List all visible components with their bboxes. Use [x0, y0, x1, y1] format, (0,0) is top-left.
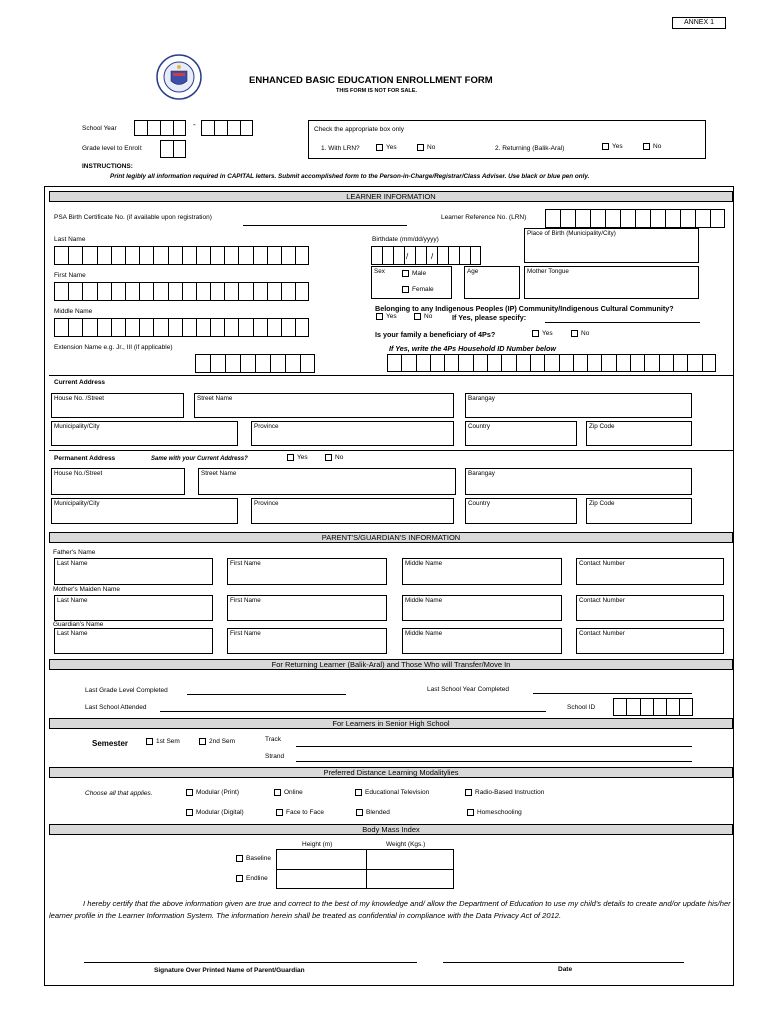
radio-label: Radio-Based Instruction	[475, 789, 545, 797]
ip-specify-input-line[interactable]	[545, 322, 700, 323]
with-lrn-no[interactable]	[417, 144, 435, 151]
current-municipality-field[interactable]	[51, 421, 238, 446]
weight-header: Weight (Kgs.)	[386, 841, 426, 848]
strand-label: Strand	[265, 753, 285, 760]
fourps-no-option[interactable]	[571, 330, 589, 337]
grade-level-input[interactable]	[160, 140, 186, 158]
last-name-input[interactable]	[54, 246, 309, 265]
same-address-no[interactable]	[325, 454, 343, 461]
first-sem-label: 1st Sem	[156, 738, 180, 746]
school-year-end-input[interactable]	[201, 120, 253, 136]
psa-label: PSA Birth Certificate No. (if available upon registration)	[54, 214, 212, 221]
extension-name-label: Extension Name e.g. Jr., III (if applicable)	[54, 344, 173, 351]
ip-yes-checkbox[interactable]	[376, 313, 383, 320]
current-province-field[interactable]	[251, 421, 454, 446]
date-label: Date	[558, 966, 573, 973]
ip-specify-label: If Yes, please specify:	[452, 313, 527, 322]
current-zip-field[interactable]	[586, 421, 692, 446]
permanent-house-no-field[interactable]	[51, 468, 185, 495]
age-label: Age	[467, 268, 479, 275]
no-label: No	[427, 144, 436, 152]
no-label: No	[581, 330, 590, 338]
online-option[interactable]	[274, 789, 303, 796]
endline-checkbox[interactable]	[236, 875, 243, 882]
modular-print-option[interactable]	[186, 789, 239, 796]
last-school-label: Last School Attended	[85, 704, 147, 711]
school-year-dash: -	[193, 120, 196, 129]
fourps-id-label: If Yes, write the 4Ps Household ID Number below	[389, 344, 556, 353]
middle-name-input[interactable]	[54, 318, 309, 337]
instructions-label: INSTRUCTIONS:	[82, 163, 133, 170]
yes-label: Yes	[386, 313, 397, 321]
father-first-name-field[interactable]	[227, 558, 387, 585]
bmi-section: Body Mass Index	[49, 824, 733, 835]
ip-no-option[interactable]	[414, 313, 432, 320]
barangay-label: Barangay	[468, 395, 495, 402]
f2f-checkbox[interactable]	[276, 809, 283, 816]
last-school-input-line[interactable]	[160, 711, 546, 712]
school-year-label: School Year	[82, 125, 117, 132]
permanent-zip-field[interactable]	[586, 498, 692, 524]
height-header: Height (m)	[302, 841, 333, 848]
fourps-id-input[interactable]	[387, 354, 716, 372]
zip-label: Zip Code	[589, 500, 615, 507]
extension-name-input[interactable]	[195, 354, 315, 373]
second-sem-label: 2nd Sem	[209, 738, 236, 746]
returning-label: 2. Returning (Balik-Aral)	[495, 145, 565, 152]
modular-print-checkbox[interactable]	[186, 789, 193, 796]
contact-number-label: Contact Number	[579, 630, 625, 637]
returning-yes[interactable]	[602, 143, 623, 150]
sex-female-option[interactable]	[402, 286, 434, 293]
blended-checkbox[interactable]	[356, 809, 363, 816]
yes-label: Yes	[297, 454, 308, 462]
semester-label: Semester	[92, 739, 129, 748]
current-address-label: Current Address	[54, 379, 106, 386]
municipality-label: Municipality/City	[54, 423, 100, 430]
mother-first-name-field[interactable]	[227, 595, 387, 621]
permanent-country-field[interactable]	[465, 498, 577, 524]
date-line[interactable]	[443, 962, 684, 963]
lrn-input[interactable]	[545, 209, 725, 228]
form-title: ENHANCED BASIC EDUCATION ENROLLMENT FORM	[249, 75, 493, 86]
no-label: No	[653, 143, 662, 151]
school-id-label: School ID	[567, 704, 596, 711]
parent-signature-label: Signature Over Printed Name of Parent/Guardian	[154, 967, 305, 974]
age-field[interactable]	[464, 266, 520, 299]
endline-label: Endline	[246, 875, 268, 883]
educ-tv-checkbox[interactable]	[355, 789, 362, 796]
mother-tongue-field[interactable]	[524, 266, 699, 299]
birthdate-slash-2: /	[431, 252, 434, 261]
yes-label: Yes	[386, 144, 397, 152]
guardian-name-label: Guardian's Name	[53, 621, 104, 628]
middle-name-label: Middle Name	[405, 597, 443, 604]
f2f-label: Face to Face	[286, 809, 324, 817]
birthdate-input[interactable]	[371, 246, 481, 265]
province-label: Province	[254, 423, 279, 430]
birthdate-label: Birthdate (mm/dd/yyyy)	[372, 236, 439, 243]
same-address-question: Same with your Current Address?	[151, 456, 248, 462]
province-label: Province	[254, 500, 279, 507]
permanent-province-field[interactable]	[251, 498, 454, 524]
homeschooling-checkbox[interactable]	[467, 809, 474, 816]
form-subtitle: THIS FORM IS NOT FOR SALE.	[336, 88, 417, 94]
ip-yes-option[interactable]	[376, 313, 397, 320]
country-label: Country	[468, 423, 491, 430]
birthdate-slash-1: /	[406, 252, 409, 261]
current-country-field[interactable]	[465, 421, 577, 446]
place-of-birth-label: Place of Birth (Municipality/City)	[527, 230, 616, 237]
second-sem-option[interactable]	[199, 738, 235, 745]
first-name-label: First Name	[230, 630, 261, 637]
mother-last-name-field[interactable]	[54, 595, 213, 621]
returning-yes-checkbox[interactable]	[602, 143, 609, 150]
father-contact-field[interactable]	[576, 558, 724, 585]
certification-text: I hereby certify that the above information given are true and correct to the best of my knowledge and/ allow the Department of Education to use my child's details to create and/or update his/her learner profile in the Learner Information System. The information herein shall be treated as confidential in compliance with the Data Privacy Act of 2012.	[49, 899, 731, 920]
f2f-option[interactable]	[276, 809, 324, 816]
male-checkbox[interactable]	[402, 270, 409, 277]
last-sy-input-line[interactable]	[533, 693, 692, 694]
bmi-table-row-divider	[276, 869, 454, 870]
track-label: Track	[265, 736, 282, 743]
same-address-yes[interactable]	[287, 454, 308, 461]
zip-label: Zip Code	[589, 423, 615, 430]
permanent-municipality-field[interactable]	[51, 498, 238, 524]
ip-question: Belonging to any Indigenous Peoples (IP) Community/Indigenous Cultural Community?	[375, 304, 674, 313]
municipality-label: Municipality/City	[54, 500, 100, 507]
with-lrn-no-checkbox[interactable]	[417, 144, 424, 151]
guardian-contact-field[interactable]	[576, 628, 724, 654]
educ-tv-option[interactable]	[355, 789, 429, 796]
contact-number-label: Contact Number	[579, 560, 625, 567]
female-label: Female	[412, 286, 434, 294]
parents-section: PARENT'S/GUARDIAN'S INFORMATION	[49, 532, 733, 543]
father-middle-name-field[interactable]	[402, 558, 562, 585]
male-label: Male	[412, 270, 427, 278]
barangay-label: Barangay	[468, 470, 495, 477]
guardian-last-name-field[interactable]	[54, 628, 213, 654]
first-name-input[interactable]	[54, 282, 309, 301]
same-address-no-checkbox[interactable]	[325, 454, 332, 461]
modular-digital-option[interactable]	[186, 809, 244, 816]
middle-name-label: Middle Name	[54, 308, 93, 315]
fourps-no-checkbox[interactable]	[571, 330, 578, 337]
street-label: Street Name	[201, 470, 237, 477]
middle-name-label: Middle Name	[405, 630, 443, 637]
learner-info-section: LEARNER INFORMATION	[49, 191, 733, 202]
mother-tongue-label: Mother Tongue	[527, 268, 569, 275]
last-grade-label: Last Grade Level Completed	[85, 687, 168, 694]
permanent-address-label: Permanent Address	[54, 455, 116, 462]
first-sem-option[interactable]	[146, 738, 180, 745]
no-label: No	[424, 313, 433, 321]
last-name-label: Last Name	[57, 560, 88, 567]
middle-name-label: Middle Name	[405, 560, 443, 567]
strand-input-line[interactable]	[296, 761, 692, 762]
deped-seal-logo	[156, 54, 202, 100]
guardian-first-name-field[interactable]	[227, 628, 387, 654]
endline-option[interactable]	[236, 875, 268, 882]
second-sem-checkbox[interactable]	[199, 738, 206, 745]
fourps-yes-option[interactable]	[532, 330, 553, 337]
track-input-line[interactable]	[296, 746, 692, 747]
permanent-barangay-field[interactable]	[465, 468, 692, 495]
current-address-divider	[49, 375, 733, 376]
last-name-label: Last Name	[54, 236, 86, 243]
permanent-street-field[interactable]	[198, 468, 456, 495]
last-grade-input-line[interactable]	[187, 694, 346, 695]
mother-middle-name-field[interactable]	[402, 595, 562, 621]
check-box-instruction: Check the appropriate box only	[314, 126, 404, 133]
house-no-label: House No./Street	[54, 470, 103, 477]
last-name-label: Last Name	[57, 597, 88, 604]
psa-input-line[interactable]	[243, 225, 407, 226]
returning-no[interactable]	[643, 143, 661, 150]
house-no-label: House No. /Street	[54, 395, 105, 402]
contact-number-label: Contact Number	[579, 597, 625, 604]
grade-level-label: Grade level to Enroll:	[82, 145, 143, 152]
first-name-label: First Name	[230, 597, 261, 604]
baseline-checkbox[interactable]	[236, 855, 243, 862]
current-street-field[interactable]	[194, 393, 454, 418]
sex-label: Sex	[374, 268, 385, 275]
school-id-input[interactable]	[613, 698, 693, 716]
parent-signature-line[interactable]	[84, 962, 417, 963]
with-lrn-yes[interactable]	[376, 144, 397, 151]
female-checkbox[interactable]	[402, 286, 409, 293]
instructions-text: Print legibly all information required in CAPITAL letters. Submit accomplished form to the Person-in-Charge/Registrar/Class Adviser. Use black or blue pen only.	[110, 173, 590, 180]
mother-name-label: Mother's Maiden Name	[53, 586, 120, 593]
current-house-no-field[interactable]	[51, 393, 184, 418]
school-year-start-input[interactable]	[134, 120, 186, 136]
baseline-option[interactable]	[236, 855, 271, 862]
annex-label: ANNEX 1	[672, 17, 726, 29]
sex-male-option[interactable]	[402, 270, 426, 277]
place-of-birth-field[interactable]	[524, 228, 699, 263]
first-name-label: First Name	[54, 272, 86, 279]
same-address-yes-checkbox[interactable]	[287, 454, 294, 461]
permanent-address-divider	[49, 450, 733, 451]
radio-option[interactable]	[465, 789, 544, 796]
yes-label: Yes	[612, 143, 623, 151]
father-name-label: Father's Name	[53, 549, 96, 556]
last-name-label: Last Name	[57, 630, 88, 637]
blended-option[interactable]	[356, 809, 390, 816]
yes-label: Yes	[542, 330, 553, 338]
country-label: Country	[468, 500, 491, 507]
radio-checkbox[interactable]	[465, 789, 472, 796]
choose-all-label: Choose all that applies.	[85, 790, 153, 797]
educ-tv-label: Educational Television	[365, 789, 430, 797]
homeschooling-option[interactable]	[467, 809, 522, 816]
modular-digital-checkbox[interactable]	[186, 809, 193, 816]
online-checkbox[interactable]	[274, 789, 281, 796]
father-last-name-field[interactable]	[54, 558, 213, 585]
mother-contact-field[interactable]	[576, 595, 724, 621]
street-label: Street Name	[197, 395, 233, 402]
returning-learner-section: For Returning Learner (Balik-Aral) and Those Who will Transfer/Move In	[49, 659, 733, 670]
with-lrn-yes-checkbox[interactable]	[376, 144, 383, 151]
no-label: No	[335, 454, 344, 462]
online-label: Online	[284, 789, 303, 797]
blended-label: Blended	[366, 809, 390, 817]
guardian-middle-name-field[interactable]	[402, 628, 562, 654]
lrn-label: Learner Reference No. (LRN)	[441, 214, 527, 221]
fourps-yes-checkbox[interactable]	[532, 330, 539, 337]
first-sem-checkbox[interactable]	[146, 738, 153, 745]
modular-print-label: Modular (Print)	[196, 789, 239, 797]
fourps-question: Is your family a beneficiary of 4Ps?	[375, 330, 496, 339]
current-barangay-field[interactable]	[465, 393, 692, 418]
homeschooling-label: Homeschooling	[477, 809, 522, 817]
with-lrn-label: 1. With LRN?	[321, 145, 360, 152]
last-sy-label: Last School Year Completed	[427, 686, 510, 693]
modular-digital-label: Modular (Digital)	[196, 809, 244, 817]
shs-section: For Learners in Senior High School	[49, 718, 733, 729]
returning-no-checkbox[interactable]	[643, 143, 650, 150]
ip-no-checkbox[interactable]	[414, 313, 421, 320]
first-name-label: First Name	[230, 560, 261, 567]
baseline-label: Baseline	[246, 855, 271, 863]
distance-learning-section: Preferred Distance Learning Modalitylies	[49, 767, 733, 778]
